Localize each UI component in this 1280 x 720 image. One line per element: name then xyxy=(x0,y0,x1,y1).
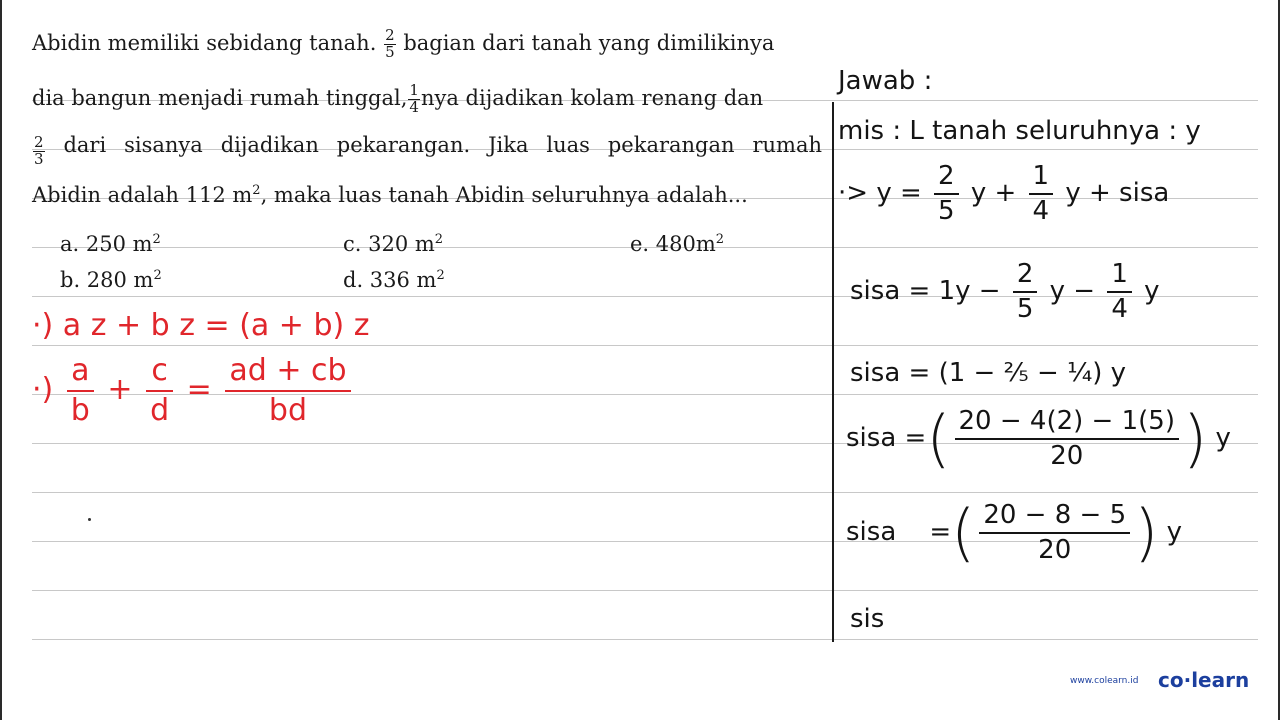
problem-line-1 xyxy=(32,28,774,61)
footer-url[interactable]: www.colearn.id xyxy=(1070,676,1139,686)
answer-fraction: $\frac{20 - 4(2) - 1(5)}{20}$ xyxy=(955,405,1179,472)
problem-word: dari xyxy=(63,133,107,157)
note-fraction: $\frac{c}{d}$ xyxy=(146,352,173,429)
problem-word: luas xyxy=(546,133,590,157)
note-fraction: $\frac{a}{b}$ xyxy=(67,352,94,429)
problem-line-4: Abidin adalah 112 $m^2$, maka luas tanah Abidin seluruhnya adalah... xyxy=(32,183,748,207)
answer-fraction: $\frac{2}{5}$ xyxy=(934,160,959,227)
answer-divider-line xyxy=(832,102,834,642)
answer-fraction: $\frac{2}{5}$ xyxy=(1013,258,1038,325)
answer-fraction: $\frac{1}{4}$ xyxy=(1107,258,1132,325)
note-fraction: $\frac{ad + cb}{bd}$ xyxy=(225,352,350,429)
note-distributive: ·) a z + b z = (a + b) z xyxy=(32,308,370,343)
option-c[interactable]: c. 320 $m^2$ xyxy=(343,232,444,256)
ruled-line xyxy=(32,639,1258,640)
problem-line-2 xyxy=(32,83,763,116)
problem-text: Abidin adalah 112 m xyxy=(32,183,253,207)
answer-fraction: $\frac{20 - 8 - 5}{20}$ xyxy=(979,499,1130,566)
fraction-two-thirds: $\frac{2}{3}$ xyxy=(34,133,44,168)
answer-step-4: sisa =( $\frac{20 - 4(2) - 1(5)}{20}$ ) y xyxy=(846,402,1231,475)
ruled-line xyxy=(32,492,1258,493)
option-a[interactable]: a. 250 $m^2$ xyxy=(60,232,161,256)
option-b[interactable]: b. 280 $m^2$ xyxy=(60,268,162,292)
answer-step-5: sisa =( $\frac{20 - 8 - 5}{20}$ ) y xyxy=(846,496,1182,569)
ruled-line xyxy=(32,345,1258,346)
problem-word: pekarangan. xyxy=(336,133,471,157)
problem-text: Abidin memiliki sebidang tanah. xyxy=(32,30,377,55)
answer-step-6: sis xyxy=(850,604,885,634)
answer-heading: Jawab : xyxy=(838,66,933,96)
problem-word: pekarangan xyxy=(607,133,735,157)
problem-word: Jika xyxy=(488,133,529,157)
problem-text: bagian dari tanah yang dimilikinya xyxy=(403,30,775,55)
problem-text: nya dijadikan kolam renang dan xyxy=(420,85,764,110)
option-d[interactable]: d. 336 $m^2$ xyxy=(343,268,445,292)
answer-step-3: sisa = (1 − ²⁄₅ − ¹⁄₄) y xyxy=(850,358,1127,388)
option-e[interactable]: e. $480m^2$ xyxy=(630,232,725,256)
answer-fraction: $\frac{1}{4}$ xyxy=(1029,160,1054,227)
problem-text: , maka luas tanah Abidin seluruhnya adalah... xyxy=(260,183,748,207)
problem-word: dijadikan xyxy=(220,133,319,157)
problem-word: rumah xyxy=(752,133,822,157)
answer-step-2: sisa = 1y − $\frac{2}{5}$ y − $\frac{1}{4}$ y xyxy=(850,259,1160,324)
fraction-one-fourth: $\frac{1}{4}$ xyxy=(409,81,419,116)
answer-step-1: ·> y = $\frac{2}{5}$ y + $\frac{1}{4}$ y + sisa xyxy=(838,161,1170,226)
answer-assumption: mis : L tanah seluruhnya : y xyxy=(838,116,1201,146)
fraction-two-fifths: $\frac{2}{5}$ xyxy=(385,26,395,61)
stray-dot xyxy=(88,518,91,521)
problem-word: sisanya xyxy=(124,133,203,157)
problem-line-3 xyxy=(32,135,822,168)
note-fraction-addition: ·) $\frac{a}{b}$ + $\frac{c}{d}$ = $\frac{ad + cb}{bd}$ xyxy=(32,352,355,429)
colearn-logo: co·learn xyxy=(1158,668,1250,692)
ruled-line xyxy=(32,590,1258,591)
problem-text: dia bangun menjadi rumah tinggal, xyxy=(32,85,408,110)
frame-left-border xyxy=(0,0,2,720)
